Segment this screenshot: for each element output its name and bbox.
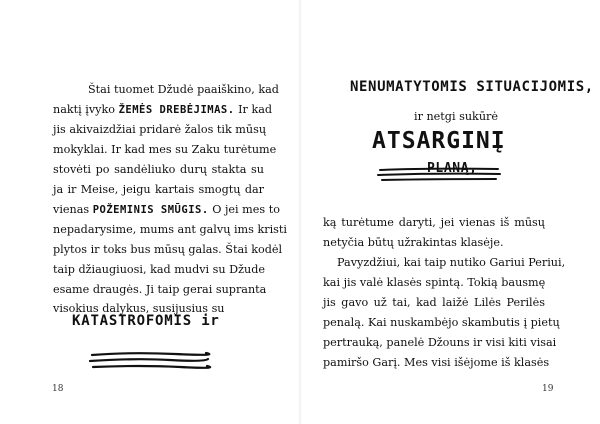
text-line: nepadarysime, mums ant galvų ims kristi	[53, 223, 287, 236]
situations-heading: NENUMATYTOMIS SITUACIJOMIS,	[350, 79, 594, 95]
text-line: plytos ir toks bus mūsų galas. Štai kodėl	[53, 243, 283, 256]
earthquake-emphasis: ŽEMĖS DREBĖJIMAS.	[118, 104, 235, 116]
text-line: jis gavo už tai, kad laižė Lilės Perilės	[323, 296, 545, 309]
text-line: kai jis valė klasės spintą. Tokią bausmę	[323, 276, 546, 289]
text-line	[53, 203, 280, 217]
page-number: 19	[542, 384, 554, 394]
text-line: ir netgi sukūrė	[414, 110, 498, 123]
text-fragment: O jei mes to	[212, 203, 280, 216]
text-fragment: naktį įvyko	[53, 103, 116, 116]
text-line	[53, 103, 273, 117]
backup-heading: ATSARGINĮ	[372, 128, 506, 154]
text-line: esame draugės. Ji taip gerai supranta	[53, 283, 267, 296]
text-line: penalą. Kai nuskambėjo skambutis į pietų	[323, 316, 560, 329]
text-fragment: Ir kad	[238, 103, 273, 116]
text-line: mokyklai. Ir kad mes su Zaku turėtume	[53, 143, 277, 156]
text-line: stovėti po sandėliuko durų stakta su	[53, 163, 264, 176]
text-line: visokius dalykus, susijusius su	[53, 302, 225, 315]
tremor-emphasis: POŽEMINIS SMŪGIS.	[92, 204, 209, 216]
text-fragment: vienas	[53, 203, 90, 216]
text-line: ja ir Meise, jeigu kartais smogtų dar	[53, 183, 264, 196]
text-line: netyčia būtų užrakintas klasėje.	[323, 236, 504, 249]
text-line: Štai tuomet Džudė paaiškino, kad	[88, 83, 279, 96]
right-page	[300, 0, 600, 424]
text-line: taip džiaugiuosi, kad mudvi su Džude	[53, 263, 266, 276]
page-number: 18	[52, 384, 64, 394]
text-line: pamiršo Garį. Mes visi išėjome iš klasės	[323, 356, 550, 369]
scribble-lines	[90, 350, 210, 374]
plan-heading: PLANĄ,	[427, 161, 478, 176]
text-line: pertrauką, panelė Džouns ir visi kiti visai	[323, 336, 557, 349]
text-line: ką turėtume daryti, jei vienas iš mūsų	[323, 216, 545, 229]
text-line: jis akivaizdžiai pridarė žalos tik mūsų	[53, 123, 267, 136]
text-line: Pavyzdžiui, kai taip nutiko Gariui Periui,	[337, 256, 566, 269]
catastrophes-heading: KATASTROFOMIS ir	[72, 313, 220, 329]
